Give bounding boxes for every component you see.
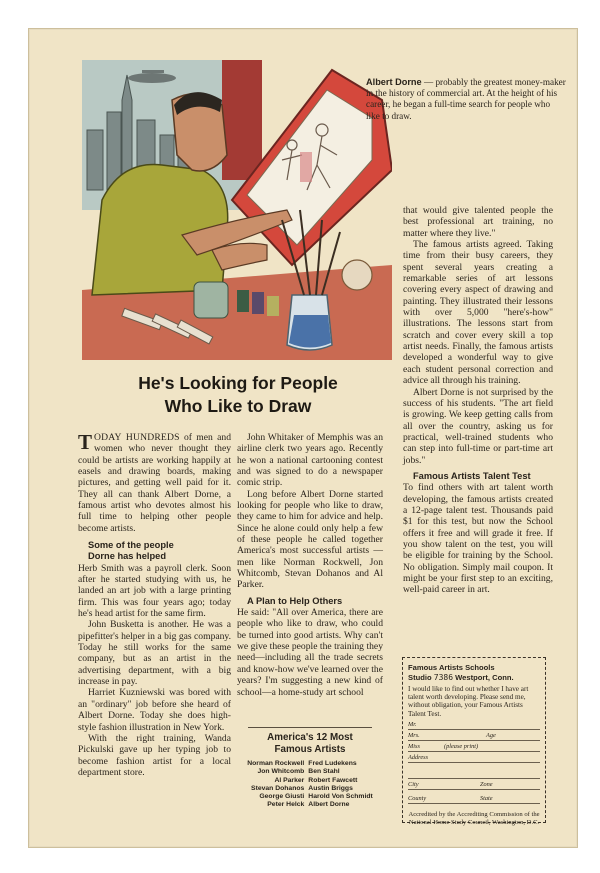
illustration-caption — [366, 77, 566, 122]
headline-line-2: Who Like to Draw — [164, 396, 312, 416]
subhead-some-people: Some of the people — [88, 540, 174, 551]
coupon-field-address-2[interactable] — [408, 765, 540, 781]
coupon-studio-line — [408, 673, 540, 683]
coupon-field-county[interactable] — [408, 792, 540, 806]
paragraph-artists-agreed: The famous artists agreed. Taking time from their busy careers, they spent several years creating a remarkable series of art lessons covering every aspect of drawing and painting. They illustrated their lessons with over 5,000 "here's-how" illustrations. The lessons start from scratch and cover every skill a top artist needs. Finally, the famous artists developed a wonderful way to give each student personal correction and advice all through his training. — [403, 239, 553, 387]
coupon-studio-number: 7386 — [433, 672, 454, 682]
subhead-dorne-helped: Dorne has helped — [88, 551, 167, 562]
paragraph-he-said: He said: "All over America, there are people who like to draw, who could be turned into good artists. Why can't we give these people the training they need—including all the trade secrets and know-how we've learned over the years? I'm suggesting a new kind of school—a home-study art school — [237, 607, 383, 698]
artist-name: Fred Ludekens — [308, 760, 357, 767]
paragraph-john-whitaker: John Whitaker of Memphis was an airline clerk two years ago. Recently he won a national cartooning contest and was signed to do a newspaper comic strip. — [237, 432, 383, 489]
coupon-accreditation-note: Accredited by the Accrediting Commission of the National Home Study Council, Washington, D.C. — [408, 811, 540, 827]
coupon-label-zone: Zone — [480, 781, 493, 789]
famous-artists-list — [240, 727, 380, 810]
coupon-field-name-3[interactable] — [408, 743, 540, 754]
artists-title-line-2: Famous Artists — [274, 744, 346, 755]
artist-name: Peter Helck — [267, 801, 305, 809]
coupon-school-name: Famous Artists Schools — [408, 663, 495, 672]
paragraph-continued: that would give talented people the best professional art training, no matter where they live." — [403, 205, 553, 239]
artists-row — [245, 793, 375, 801]
subhead-plan: A Plan to Help Others — [247, 595, 343, 606]
intro-smallcaps: ODAY HUNDREDS — [94, 432, 180, 443]
artist-name: Robert Fawcett — [308, 776, 358, 784]
artists-row — [245, 801, 375, 809]
article-column-2 — [237, 432, 383, 698]
coupon-field-name-2[interactable] — [408, 732, 540, 743]
intro-text: of men and women who never thought they could be artists are working happily at easels and drawing boards, making pictures, and getting well paid for it. They all can thank Albert Dorne, a famous artist who devotes almost his full time to helping other people become artists. — [78, 432, 231, 534]
red-panel — [222, 60, 262, 180]
artists-table — [245, 760, 375, 810]
headline — [78, 372, 398, 418]
artists-row — [245, 777, 375, 785]
coupon-label-miss: Miss — [408, 743, 420, 751]
artist-name: Al Parker — [274, 776, 305, 784]
paragraph-not-surprised: Albert Dorne is not surprised by the success of his students. "The art field is growing. We keep getting calls from all over the country, asking us for practical, well-trained students who can step into full-time or part-time art jobs." — [403, 386, 553, 466]
coupon-label-state: State — [480, 795, 493, 803]
artist-name: George Giusti — [259, 793, 305, 801]
paragraph-talent-test: To find others with art talent worth developing, the famous artists created a 12-page talent test. Thousands paid $1 for this test, but now the School offers it free and will grade it free. If you show talent on the test, you will be eligible for training by the School. No obligation. Simply mail coupon. It might be your first step to an exciting, well-paid career in art. — [403, 482, 553, 596]
coupon-field-city[interactable] — [408, 781, 540, 792]
intro-paragraph — [78, 432, 231, 534]
coupon-body: I would like to find out whether I have art talent worth developing. Please send me, without obligation, your Famous Artists Talent Test. — [408, 684, 529, 718]
caption-name: Albert Dorne — [366, 77, 422, 87]
article-column-1 — [78, 432, 231, 778]
coupon-label-age: Age — [486, 732, 496, 740]
mail-in-coupon[interactable] — [402, 657, 546, 827]
coupon-field-name-1[interactable] — [408, 721, 540, 732]
artists-row — [245, 768, 375, 776]
paragraph-harriet: Harriet Kuzniewski was bored with an "ordinary" job before she heard of Albert Dorne. Today she does high-style fashion illustration in New York. — [78, 687, 231, 733]
coupon-studio-label: Studio — [408, 672, 432, 682]
artist-name: Jon Whitcomb — [257, 768, 305, 776]
headline-line-1: He's Looking for People — [138, 373, 338, 393]
coupon-label-city: City — [408, 781, 419, 789]
albert-dorne-illustration — [82, 60, 392, 360]
coupon-field-address[interactable] — [408, 754, 540, 765]
artists-rule — [248, 727, 372, 728]
artist-name: Stevan Dohanos — [251, 784, 305, 792]
artists-row — [245, 760, 375, 768]
artists-title — [240, 732, 380, 756]
coupon-studio-city: Westport, Conn. — [455, 672, 514, 682]
artists-title-line-1: America's 12 Most — [267, 732, 353, 743]
paragraph-herb-smith: Herb Smith was a payroll clerk. Soon after he started studying with us, he landed an art job with a large printing firm. This was four years ago; today he's head artist for the same firm. — [78, 562, 231, 620]
coupon-label-mrs: Mrs. — [408, 732, 420, 740]
caption-text: — probably the greatest money-maker in the history of commercial art. At the height of his career, he began a full-time search for people who like to draw. — [366, 77, 566, 121]
artist-name: Norman Rockwell — [247, 760, 305, 767]
paragraph-john-busketta: John Busketta is another. He was a pipefitter's helper in a big gas company. Today he still works for the same company, but as an artist in the advertising department, with a big increase in pay. — [78, 619, 231, 688]
coupon-label-address: Address — [408, 754, 429, 762]
subhead-talent-test: Famous Artists Talent Test — [413, 470, 531, 481]
artist-name: Albert Dorne — [308, 801, 350, 809]
paragraph-long-before: Long before Albert Dorne started looking for people who like to draw, they came to him for advice and help. Since he alone could only help a few of these people he called together America's most successful artists —men like Norman Rockwell, Jon Whitcomb, Stevan Dohanos and Al Parker. — [237, 488, 383, 591]
paragraph-wanda: With the right training, Wanda Pickulski gave up her typing job to become fashion artist for a local department store. — [78, 732, 231, 778]
coupon-label-mr: Mr. — [408, 721, 417, 729]
coupon-label-county: County — [408, 795, 427, 803]
coupon-label-print: (please print) — [444, 743, 479, 751]
artist-name: Ben Stahl — [308, 768, 340, 776]
artist-name: Austin Briggs — [308, 784, 353, 792]
artists-row — [245, 785, 375, 793]
drop-cap: T — [78, 430, 93, 454]
artist-name: Harold Von Schmidt — [308, 793, 373, 801]
article-column-3 — [403, 205, 553, 596]
